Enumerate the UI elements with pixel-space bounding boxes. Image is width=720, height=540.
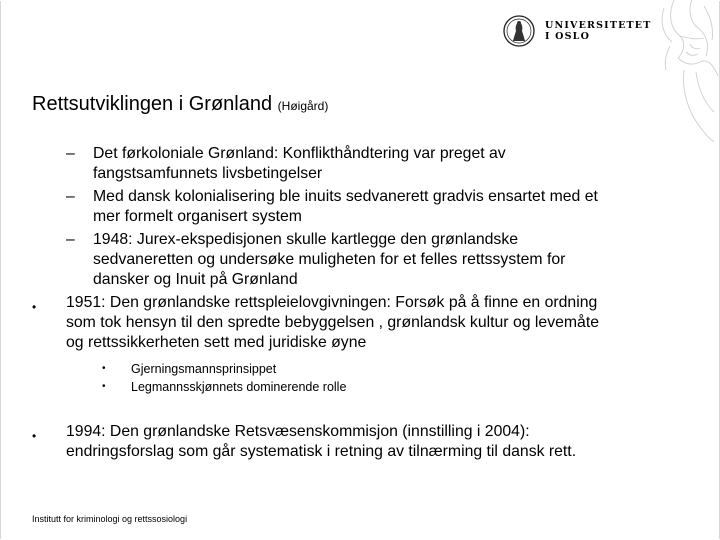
bullet-marker: • (32, 300, 37, 314)
list-item-text: Legmannsskjønnets dominerende rolle (131, 380, 347, 394)
logo-line-1: UNIVERSITETET (545, 20, 652, 31)
statue-sketch-image (634, 0, 720, 150)
university-logo (503, 14, 652, 48)
bullet-marker: • (102, 363, 106, 374)
list-item (0, 144, 620, 184)
dash-marker: – (66, 231, 75, 248)
list-item (0, 187, 620, 227)
slide-body (0, 144, 620, 462)
slide-title (32, 93, 328, 116)
list-item (0, 230, 620, 290)
university-seal-icon (503, 15, 535, 47)
dash-marker: – (66, 145, 75, 162)
list-item (0, 293, 620, 353)
slide-title-author: (Høigård) (277, 99, 329, 113)
bullet-marker: • (102, 381, 106, 392)
footer-institute: Institutt for kriminologi og rettssosiologi (32, 514, 188, 524)
list-item-text: 1951: Den grønlandske rettspleielovgivningen: Forsøk på å finne en ordning som tok hensyn til den spredte bebyggelsen , grønlandsk kultur og levemåte og rettssikkerheten sett med juridiske øyne (66, 294, 600, 351)
slide-title-text: Rettsutviklingen i Grønland (32, 93, 273, 115)
list-item-text: Med dansk kolonialisering ble inuits sedvanerett gradvis ensartet med et mer formelt organisert system (93, 188, 598, 225)
list-item (0, 422, 620, 462)
list-item (0, 360, 620, 378)
list-item (0, 378, 620, 396)
list-item-text: Det førkoloniale Grønland: Konflikthåndtering var preget av fangstsamfunnets livsbetingelser (93, 145, 506, 182)
logo-line-2: I OSLO (545, 31, 591, 42)
list-item-text: Gjerningsmannsprinsippet (131, 362, 277, 376)
list-item-text: 1948: Jurex-ekspedisjonen skulle kartlegge den grønlandske sedvaneretten og undersøke muligheten for et felles rettssystem for dansker og Inuit på Grønland (93, 231, 566, 288)
dash-marker: – (66, 188, 75, 205)
bullet-marker: • (32, 429, 37, 443)
list-item-text: 1994: Den grønlandske Retsvæsenskommisjon (innstilling i 2004): endringsforslag som går systematisk i retning av tilnærming til dansk rett. (66, 423, 577, 460)
